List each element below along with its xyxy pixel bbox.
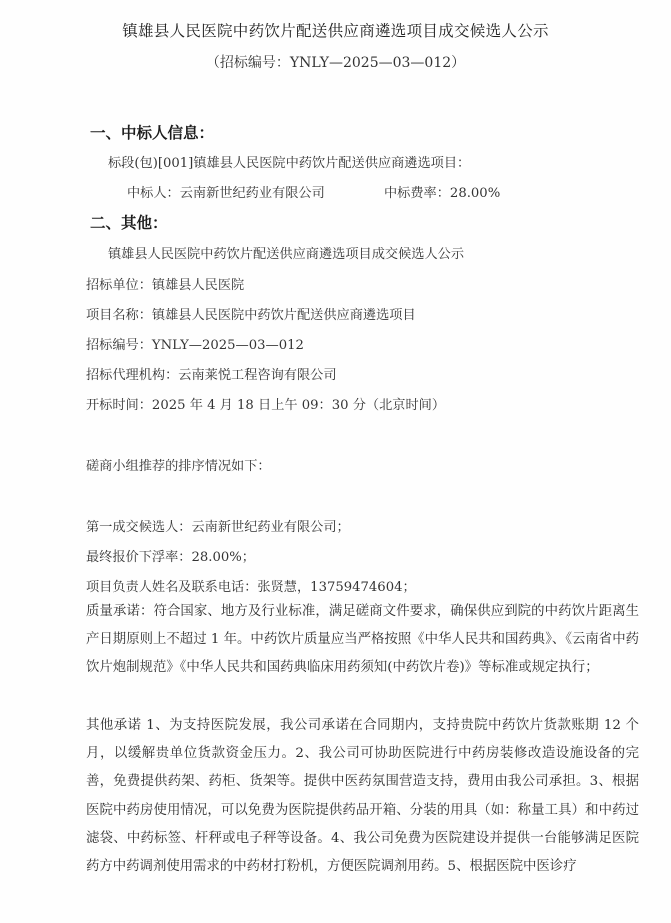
lot-line: 标段(包)[001]镇雄县人民医院中药饮片配送供应商遴选项目： [108,156,471,171]
announcement-title: 镇雄县人民医院中药饮片配送供应商遴选项目成交候选人公示 [108,247,465,262]
ranking-intro: 磋商小组推荐的排序情况如下： [86,459,271,474]
tender-number-line: 招标编号：YNLY—2025—03—012 [86,338,304,353]
document-subtitle: （招标编号：YNLY—2025—03—012） [205,55,466,71]
first-candidate-line: 第一成交候选人：云南新世纪药业有限公司； [86,520,350,535]
section-heading-winner-info: 一、中标人信息： [90,124,215,142]
winner-fee-rate: 中标费率：28.00% [384,186,501,201]
project-name-line: 项目名称：镇雄县人民医院中药饮片配送供应商遴选项目 [86,308,416,323]
opening-time-line: 开标时间：2025 年 4 月 18 日上午 09：30 分（北京时间） [86,398,446,413]
contact-line: 项目负责人姓名及联系电话：张贤慧，13759474604； [86,580,416,595]
other-commitment-paragraph: 其他承诺 1、为支持医院发展，我公司承诺在合同期内，支持贵院中药饮片货款账期 12 个月，以缓解贵单位货款资金压力。2、我公司可协助医院进行中药房装修改造设施设备的完善，免费提供药架、药柜、货架等。提供中医药氛围营造支持，费用由我公司承担。3、根据医院中药房使用情况，可以免费为医院提供药品开箱、分装的用具（如：称量工具）和中药过滤袋、中药标签、杆秤或电子秤等设备。4、我公司免费为医院建设并提供一台能够满足医院药方中药调剂使用需求的中药材打粉机，方便医院调剂用药。5、根据医院中医诊疗 [86,718,639,875]
tenderer-line: 招标单位：镇雄县人民医院 [86,278,245,293]
quality-commitment-paragraph: 质量承诺：符合国家、地方及行业标准，满足磋商文件要求，确保供应到院的中药饮片距离生产日期原则上不超过 1 年。中药饮片质量应当严格按照《中华人民共和国药典》、《云南省中药饮片炮制规范》《中华人民共和国药典临床用药须知(中药饮片卷)》等标准或规定执行； [86,604,639,676]
section-heading-other: 二、其他： [90,214,168,232]
winner-name: 中标人：云南新世纪药业有限公司 [127,186,325,201]
document-title: 镇雄县人民医院中药饮片配送供应商遴选项目成交候选人公示 [122,22,549,40]
agency-line: 招标代理机构：云南莱悦工程咨询有限公司 [86,368,337,383]
discount-rate-line: 最终报价下浮率：28.00%； [86,550,255,565]
